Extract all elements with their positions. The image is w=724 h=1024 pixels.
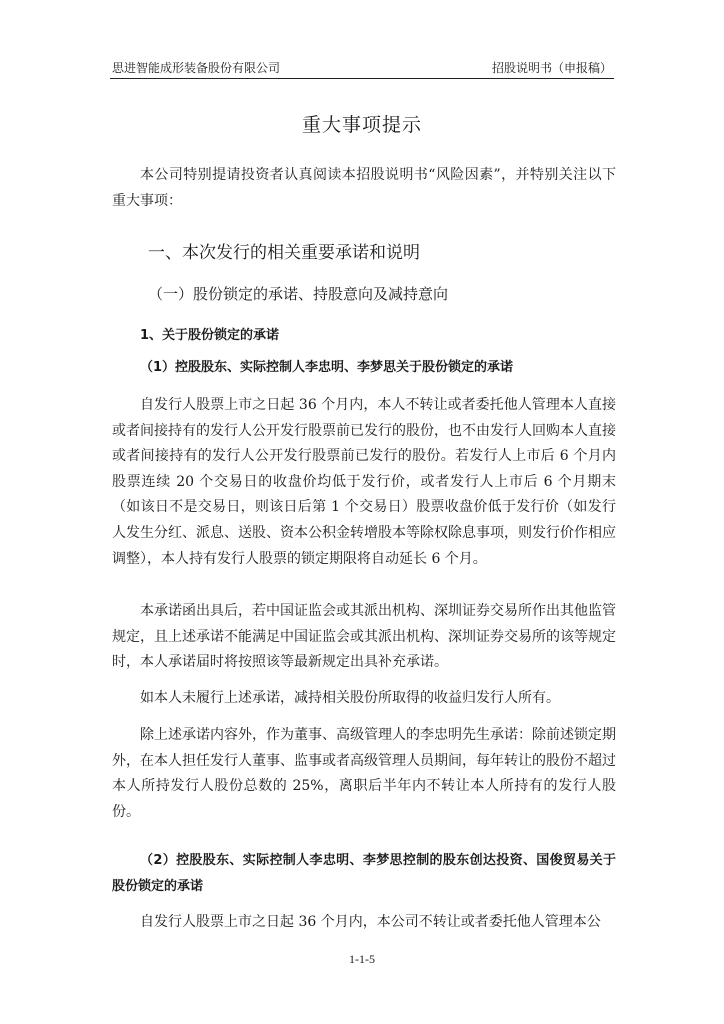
body-paragraph-2: 本承诺函出具后，若中国证监会或其派出机构、深圳证券交易所作出其他监管规定，且上述承诺不能满足中国证监会或其派出机构、深圳证券交易所的该等规定时，本人承诺届时将按照该等最新规定出具补充承诺。: [112, 603, 616, 671]
body-paragraph-4: 除上述承诺内容外，作为董事、高级管理人的李忠明先生承诺：除前述锁定期外，在本人担任发行人董事、监事或者高级管理人员期间，每年转让的股份不超过本人所持发行人股份总数的 25%，离职后半年内不转让本人所持有的发行人股份。: [112, 727, 616, 820]
item-heading-1: 1、关于股份锁定的承诺: [140, 328, 280, 343]
part-heading-1: （1）控股股东、实际控制人李忠明、李梦思关于股份锁定的承诺: [140, 360, 514, 375]
intro-paragraph: 本公司特别提请投资者认真阅读本招股说明书“风险因素”，并特别关注以下重大事项：: [112, 167, 616, 209]
part-heading-2: （2）控股股东、实际控制人李忠明、李梦思控制的股东创达投资、国俊贸易关于股份锁定的承诺: [112, 853, 616, 894]
page-number: 1-1-5: [349, 952, 375, 966]
header-document-type: 招股说明书（申报稿）: [491, 61, 612, 75]
section-heading-1: 一、本次发行的相关重要承诺和说明: [148, 243, 420, 263]
page-header: [110, 56, 614, 79]
header-company-name: 思进智能成形装备股份有限公司: [112, 61, 281, 75]
body-paragraph-1: 自发行人股票上市之日起 36 个月内，本人不转让或者委托他人管理本人直接或者间接持有的发行人公开发行股票前已发行的股份，也不由发行人回购本人直接或者间接持有的发行人公开发行股票前已发行的股份。若发行人上市后 6 个月内股票连续 20 个交易日的收盘价均低于发行价，或者发行人上市后 6 个月期末（如该日不是交易日，则该日后第 1 个交易日）股票收盘价低于发行价（如发行人发生分红、派息、送股、资本公积金转增股本等除权除息事项，则发行价作相应调整），本人持有发行人股票的锁定期限将自动延长 6 个月。: [112, 397, 616, 567]
body-paragraph-5: 自发行人股票上市之日起 36 个月内，本公司不转让或者委托他人管理本公: [140, 914, 601, 930]
page-title: 重大事项提示: [301, 114, 422, 136]
subsection-heading-1: （一）股份锁定的承诺、持股意向及减持意向: [148, 285, 449, 303]
body-paragraph-3: 如本人未履行上述承诺，减持相关股份所取得的收益归发行人所有。: [140, 690, 560, 706]
